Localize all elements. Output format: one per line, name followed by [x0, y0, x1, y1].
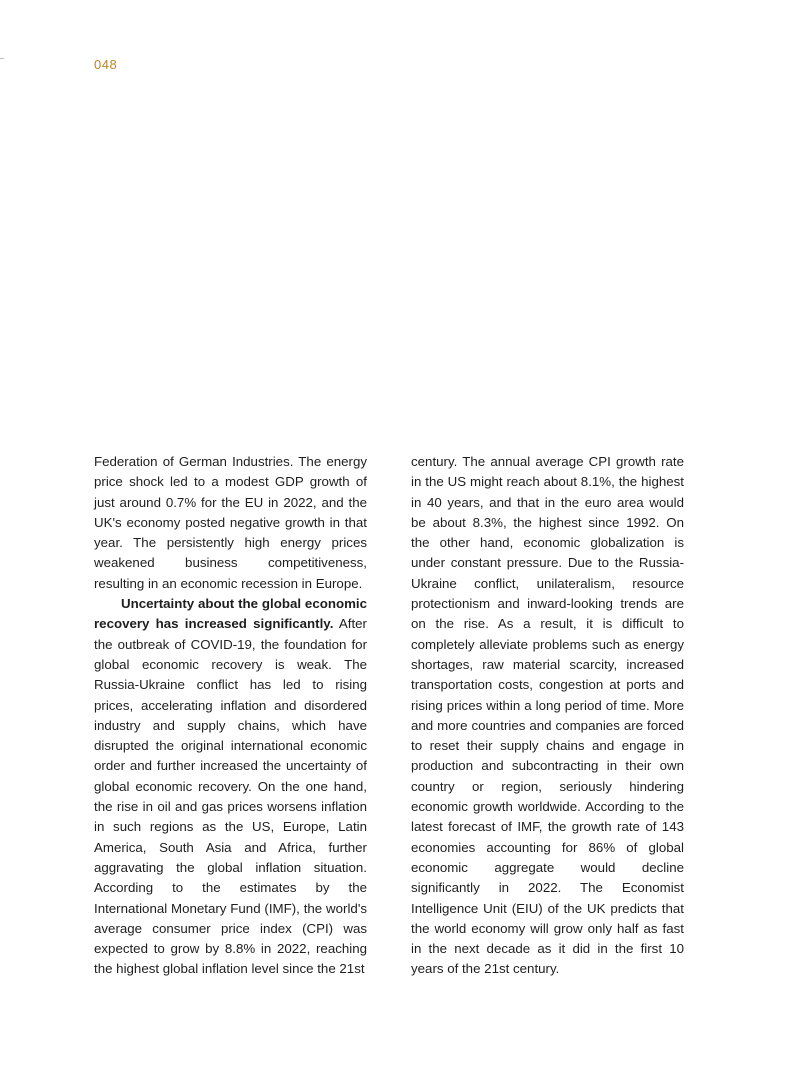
- paragraph: [94, 594, 367, 980]
- left-text-column: [94, 452, 367, 980]
- paragraph: Federation of German Industries. The energy price shock led to a modest GDP growth of just around 0.7% for the EU in 2022, and the UK's economy posted negative growth in that year. The persistently high energy prices weakened business competitiveness, resulting in an economic recession in Europe.: [94, 454, 367, 591]
- right-text-column: [411, 452, 684, 980]
- page-number: 048: [94, 57, 118, 72]
- paragraph-lead-heading: Uncertainty about the global economic recovery has increased significantly.: [94, 596, 367, 632]
- paragraph-body: After the outbreak of COVID-19, the foundation for global economic recovery is weak. The Russia-Ukraine conflict has led to rising prices, accelerating inflation and disordered industry and supply chains, which have disrupted the original international economic order and further increased the uncertainty of global economic recovery. On the one hand, the rise in oil and gas prices worsens inflation in such regions as the US, Europe, Latin America, South Asia and Africa, further aggravating the global inflation situation. According to the estimates by the International Monetary Fund (IMF), the world's average consumer price index (CPI) was expected to grow by 8.8% in 2022, reaching the highest global inflation level since the 21st: [94, 616, 367, 977]
- paragraph: century. The annual average CPI growth rate in the US might reach about 8.1%, the highest in 40 years, and that in the euro area would be about 8.3%, the highest since 1992. On the other hand, economic globalization is under constant pressure. Due to the Russia-Ukraine conflict, unilateralism, resource protectionism and inward-looking trends are on the rise. As a result, it is difficult to completely alleviate problems such as energy shortages, raw material scarcity, increased transportation costs, congestion at ports and rising prices within a long period of time. More and more countries and companies are forced to reset their supply chains and engage in production and subcontracting in their own country or region, seriously hindering economic growth worldwide. According to the latest forecast of IMF, the growth rate of 143 economies accounting for 86% of global economic aggregate would decline significantly in 2022. The Economist Intelligence Unit (EIU) of the UK predicts that the world economy will grow only half as fast in the next decade as it did in the first 10 years of the 21st century.: [411, 454, 684, 977]
- page-edge-mark: [0, 58, 4, 59]
